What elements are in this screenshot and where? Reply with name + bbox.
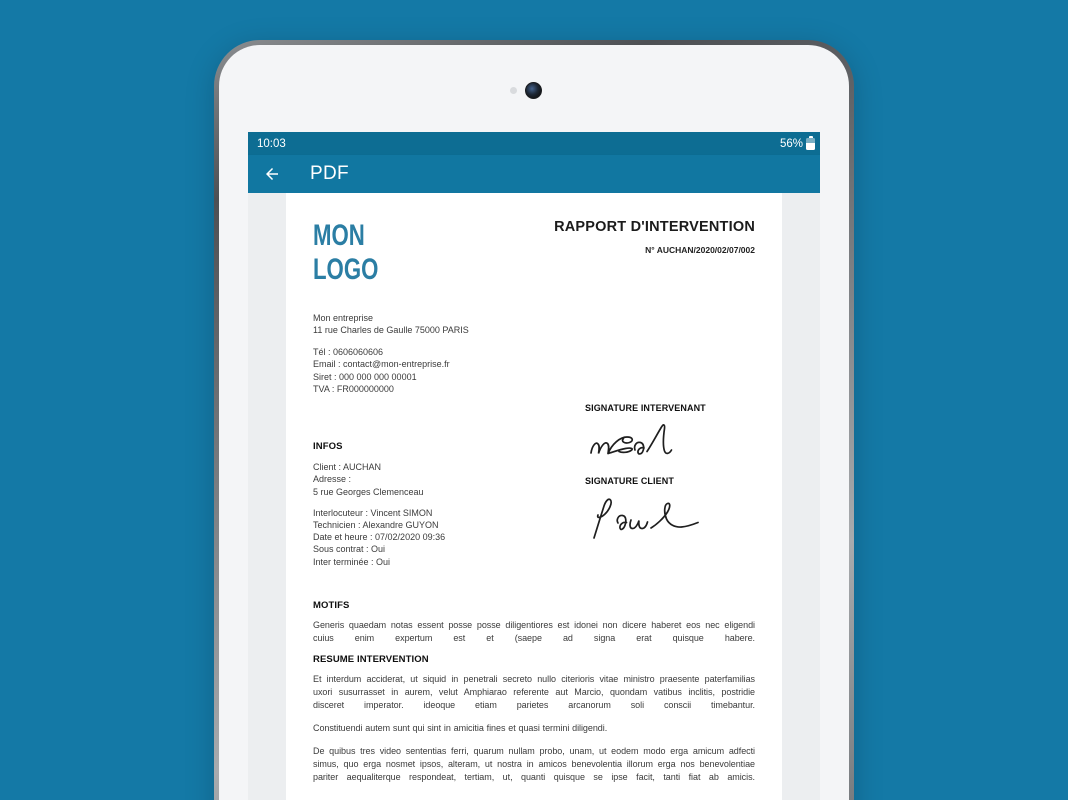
- sous-contrat-info: Sous contrat : Oui: [313, 544, 386, 555]
- company-info: [313, 312, 469, 395]
- date-heure-info: Date et heure : 07/02/2020 09:36: [313, 532, 446, 543]
- spacer: [313, 337, 469, 346]
- app-bar-title: PDF: [310, 163, 349, 184]
- signature-client-heading: SIGNATURE CLIENT: [585, 476, 674, 486]
- resume-paragraph-3: De quibus tres video sententias ferri, quarum nullam probo, unam, ut eodem modo erga amicum adfecti simus, quo erga nosmet ipsos, alteram, ut nostra in amicos benevolentia illorum erga nos benevolentiae pariter aequaliterque respondeat, tertiam, ut, quanti quisque se ipse facit, tanti fiat ab amicis.: [313, 746, 755, 782]
- back-arrow-icon: [263, 165, 281, 183]
- client-info: Client : AUCHAN: [313, 462, 382, 473]
- spacer: [313, 498, 558, 507]
- motifs-body: Generis quaedam notas essent posse posse diligentiores est idonei non dicere haberet eos nec eligendi cuius enim expertum est et (saepe ad signa erat quisque habere.: [313, 620, 755, 643]
- motifs-heading: MOTIFS: [313, 600, 350, 611]
- tablet-device: [214, 40, 854, 800]
- status-battery: [780, 137, 815, 150]
- infos-heading: INFOS: [313, 441, 343, 452]
- resume-paragraph-1: Et interdum acciderat, ut siquid in penetrali secreto nullo citerioris vitae ministro praesente paterfamilias uxori susurrasset in aurem, velut Amphiarao referente aut Marcio, quondam vatibus inclitis, postridie disceret imperator. ideoque etiam parietes arcanorum soli conscii timebantur.: [313, 674, 755, 710]
- company-siret: Siret : 000 000 000 00001: [313, 371, 417, 382]
- technicien-info: Technicien : Alexandre GUYON: [313, 520, 439, 531]
- tablet-bezel: [219, 45, 849, 800]
- title-block: [554, 219, 755, 255]
- battery-percent: 56%: [779, 137, 803, 150]
- report-title: RAPPORT D'INTERVENTION: [554, 219, 755, 235]
- logo-line-1: MON: [313, 219, 365, 252]
- address-value: 5 rue Georges Clemenceau: [313, 486, 424, 497]
- resume-heading: RESUME INTERVENTION: [313, 654, 429, 665]
- document-header: [313, 219, 755, 287]
- front-camera-icon: [525, 82, 542, 99]
- battery-icon: [806, 138, 815, 150]
- company-name: Mon entreprise: [313, 313, 374, 323]
- company-address: 11 rue Charles de Gaulle 75000 PARIS: [313, 325, 469, 336]
- infos-section: [313, 441, 558, 568]
- intervenant-signature: [587, 420, 691, 464]
- interlocuteur-info: Interlocuteur : Vincent SIMON: [313, 507, 433, 518]
- company-tva: TVA : FR000000000: [313, 384, 394, 395]
- pdf-viewer[interactable]: [248, 193, 820, 800]
- status-time: 10:03: [257, 137, 286, 150]
- company-logo: [313, 219, 378, 287]
- company-phone: Tél : 0606060606: [313, 346, 384, 357]
- company-email: Email : contact@mon-entreprise.fr: [313, 359, 450, 370]
- client-signature: [587, 493, 705, 541]
- pdf-page: [286, 193, 782, 800]
- logo-line-2: LOGO: [313, 253, 379, 286]
- app-bar: [248, 155, 820, 193]
- back-button[interactable]: [262, 164, 282, 184]
- tablet-screen: [248, 132, 820, 800]
- inter-terminee-info: Inter terminée : Oui: [313, 556, 391, 567]
- resume-paragraph-2: Constituendi autem sunt qui sint in amicitia fines et quasi termini diligendi.: [313, 723, 608, 733]
- ambient-sensor-icon: [510, 87, 517, 94]
- signature-intervenant-heading: SIGNATURE INTERVENANT: [585, 403, 706, 413]
- resume-section: [313, 654, 755, 784]
- motifs-section: [313, 600, 755, 645]
- address-label: Adresse :: [313, 474, 352, 485]
- signatures-column: [585, 403, 760, 541]
- report-reference: N° AUCHAN/2020/02/07/002: [645, 245, 755, 255]
- status-bar: [248, 132, 820, 155]
